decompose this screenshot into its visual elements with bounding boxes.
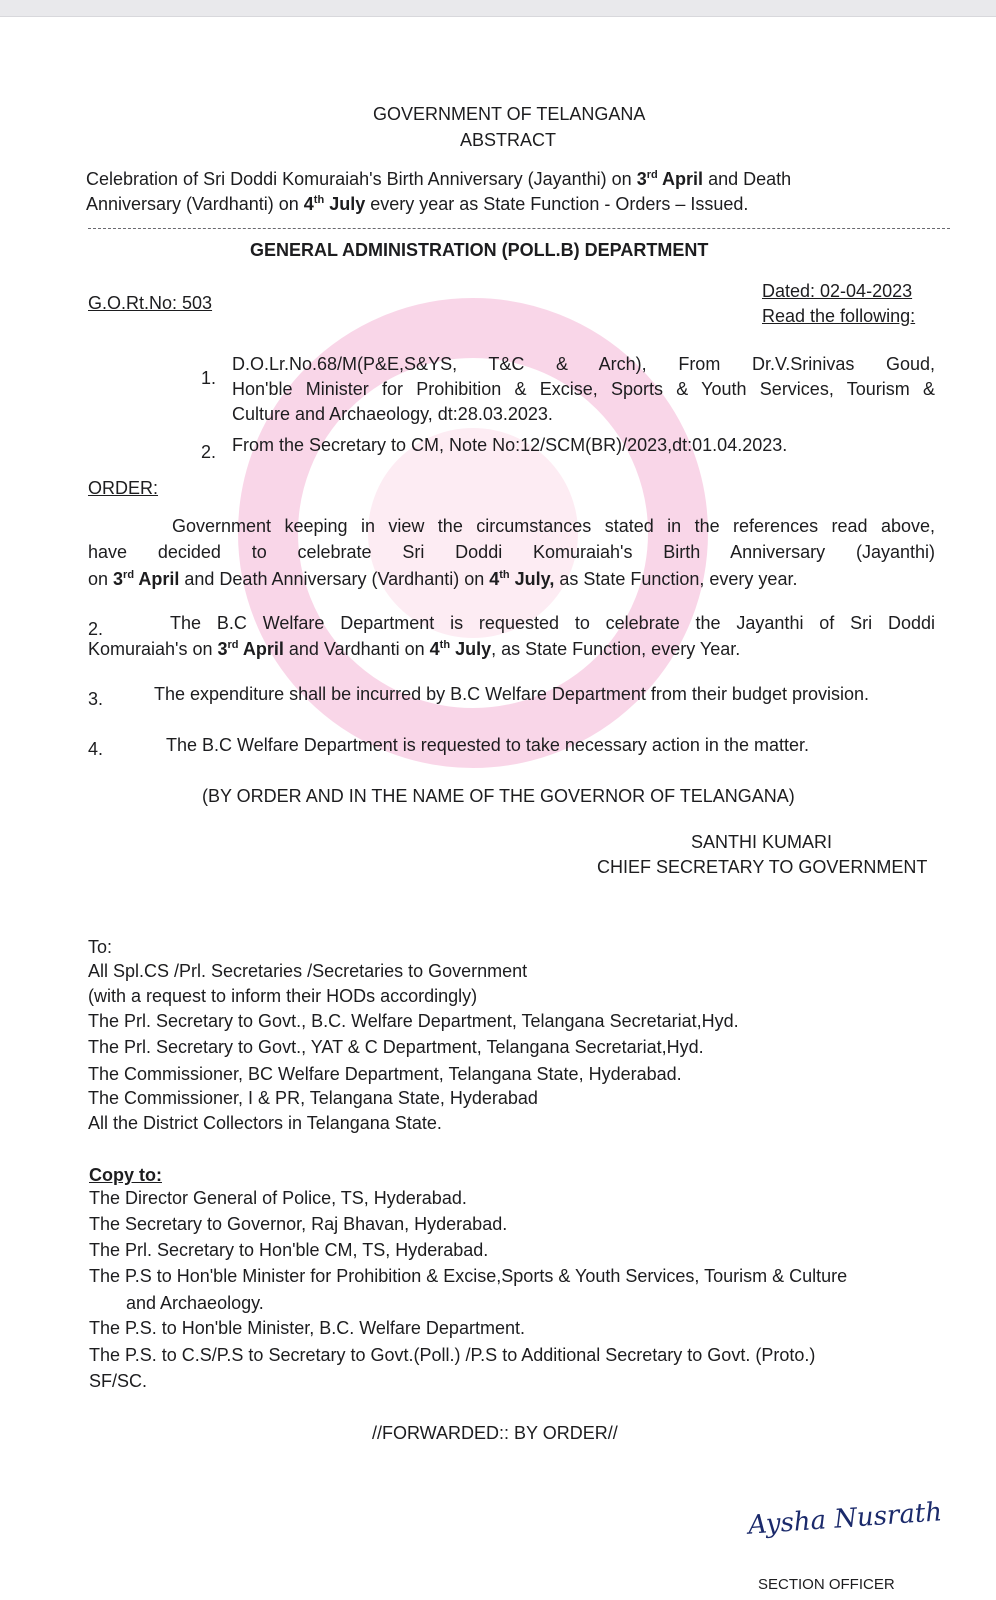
copy-to-line: The Director General of Police, TS, Hyderabad. <box>89 1188 467 1208</box>
document-page <box>0 16 996 1600</box>
read-following: Read the following: <box>762 306 916 326</box>
signatory-title: CHIEF SECRETARY TO GOVERNMENT <box>597 857 928 877</box>
to-line: All Spl.CS /Prl. Secretaries /Secretaries to Government <box>88 961 528 981</box>
to-line: The Prl. Secretary to Govt., B.C. Welfare Department, Telangana Secretariat,Hyd. <box>88 1011 739 1031</box>
order-p4-number: 4. <box>88 739 104 759</box>
order-p4-text: The B.C Welfare Department is requested to take necessary action in the matter. <box>166 735 809 755</box>
divider-dashed <box>88 228 950 229</box>
ref1-line-2: Hon'ble Minister for Prohibition & Excise, Sports & Youth Services, Tourism & <box>232 379 935 399</box>
ref2-line-1: From the Secretary to CM, Note No:12/SCM(BR)/2023,dt:01.04.2023. <box>232 435 788 455</box>
order-p3-number: 3. <box>88 689 104 709</box>
copy-to-line: SF/SC. <box>89 1371 148 1391</box>
signatory-name: SANTHI KUMARI <box>691 832 833 852</box>
order-p2-line-1: The B.C Welfare Department is requested to celebrate the Jayanthi of Sri Doddi <box>170 613 935 633</box>
to-heading: To: <box>88 937 113 957</box>
by-order-line: (BY ORDER AND IN THE NAME OF THE GOVERNOR OF TELANGANA) <box>202 786 795 806</box>
subject-line-2: Anniversary (Vardhanti) on 4th July every year as State Function - Orders – Issued. <box>86 194 749 214</box>
copy-to-line: and Archaeology. <box>126 1293 264 1313</box>
copy-to-line: The P.S. to Hon'ble Minister, B.C. Welfare Department. <box>89 1318 525 1338</box>
to-line: The Commissioner, I & PR, Telangana State, Hyderabad <box>88 1088 538 1108</box>
top-status-strip <box>0 0 996 17</box>
ref2-number: 2. <box>201 442 217 462</box>
to-line: The Commissioner, BC Welfare Department, Telangana State, Hyderabad. <box>88 1064 682 1084</box>
go-number: G.O.Rt.No: 503 <box>88 293 213 313</box>
order-p3-text: The expenditure shall be incurred by B.C Welfare Department from their budget provision. <box>154 684 870 704</box>
order-heading: ORDER: <box>88 478 159 498</box>
department-heading: GENERAL ADMINISTRATION (POLL.B) DEPARTMENT <box>250 240 709 260</box>
section-officer-title: SECTION OFFICER <box>758 1576 895 1593</box>
ref1-line-3: Culture and Archaeology, dt:28.03.2023. <box>232 404 553 424</box>
forwarded-line: //FORWARDED:: BY ORDER// <box>372 1423 618 1443</box>
copy-to-line: The P.S. to C.S/P.S to Secretary to Govt.(Poll.) /P.S to Additional Secretary to Govt. (Proto.) <box>89 1345 816 1365</box>
to-line: The Prl. Secretary to Govt., YAT & C Department, Telangana Secretariat,Hyd. <box>88 1037 704 1057</box>
ref1-number: 1. <box>201 368 217 388</box>
to-line: All the District Collectors in Telangana State. <box>88 1113 442 1133</box>
government-title: GOVERNMENT OF TELANGANA <box>373 104 646 124</box>
subject-line-1: Celebration of Sri Doddi Komuraiah's Birth Anniversary (Jayanthi) on 3rd April and Death <box>86 169 792 189</box>
order-p1-line-2: have decided to celebrate Sri Doddi Komuraiah's Birth Anniversary (Jayanthi) <box>88 542 935 562</box>
handwritten-signature: Aysha Nusrath <box>747 1497 944 1541</box>
copy-to-line: The Secretary to Governor, Raj Bhavan, Hyderabad. <box>89 1214 508 1234</box>
order-p1-line-1: Government keeping in view the circumstances stated in the references read above, <box>172 516 935 536</box>
copy-to-line: The Prl. Secretary to Hon'ble CM, TS, Hyderabad. <box>89 1240 489 1260</box>
copy-to-heading: Copy to: <box>89 1165 162 1185</box>
dated: Dated: 02-04-2023 <box>762 281 913 301</box>
order-p2-number: 2. <box>88 619 104 639</box>
copy-to-line: The P.S to Hon'ble Minister for Prohibition & Excise,Sports & Youth Services, Tourism & Culture <box>89 1266 848 1286</box>
abstract-title: ABSTRACT <box>460 130 557 150</box>
order-p1-line-3: on 3rd April and Death Anniversary (Vardhanti) on 4th July, as State Function, every year. <box>88 569 798 589</box>
ref1-line-1: D.O.Lr.No.68/M(P&E,S&YS, T&C & Arch), From Dr.V.Srinivas Goud, <box>232 354 935 374</box>
order-p2-line-2: Komuraiah's on 3rd April and Vardhanti on 4th July, as State Function, every Year. <box>88 639 741 659</box>
to-line: (with a request to inform their HODs accordingly) <box>88 986 478 1006</box>
